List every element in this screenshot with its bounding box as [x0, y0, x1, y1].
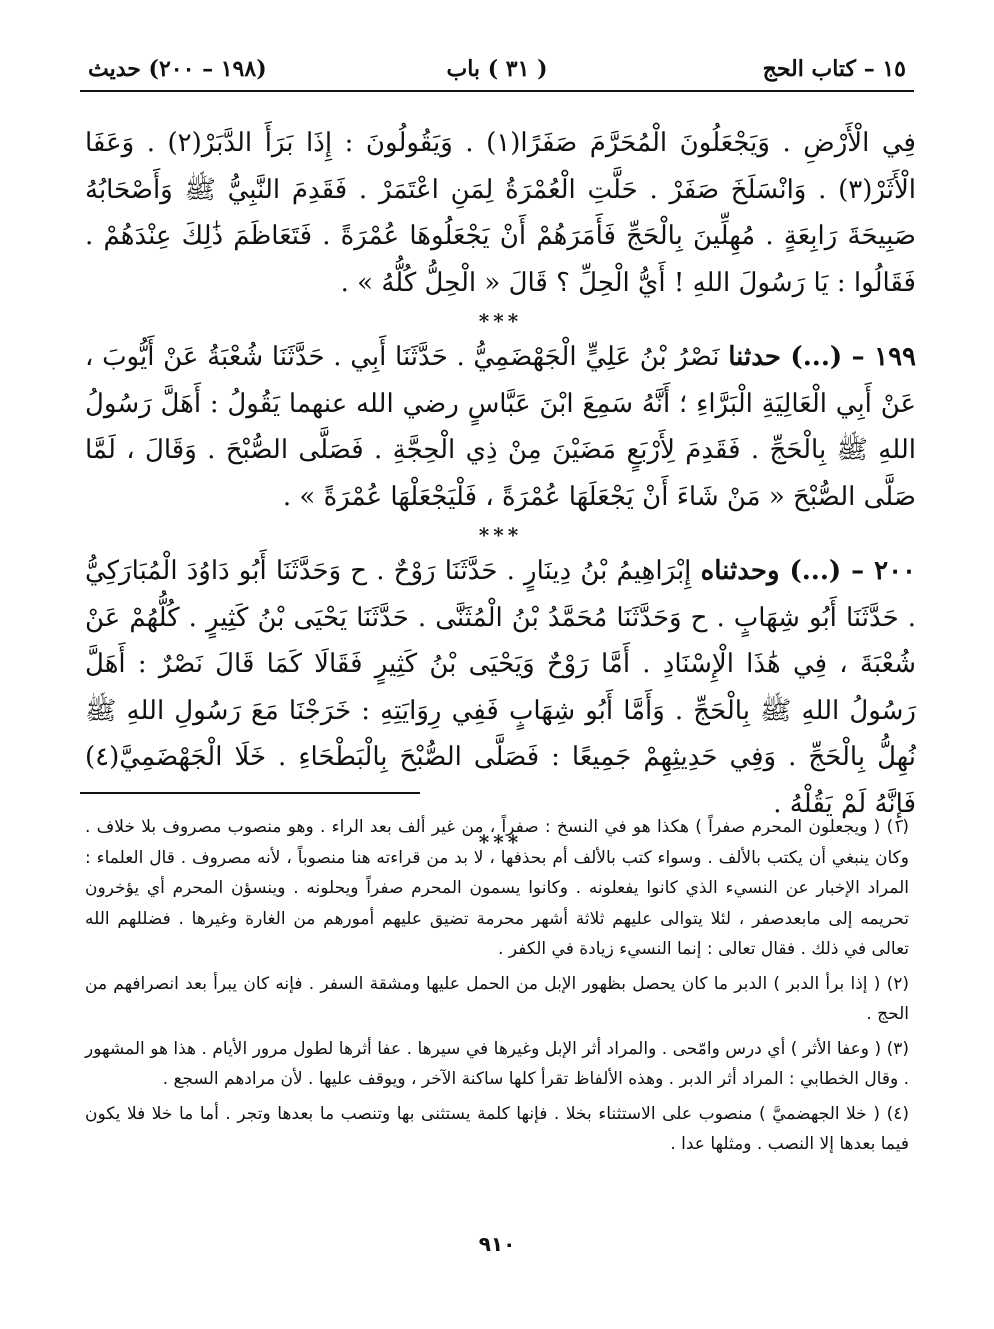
- footnote-4: (٤) ( خلا الجهضميَّ ) منصوب على الاستثناء بخلا . فإنها كلمة يستثنى بها وتنصب ما بعدها وتجر . أما ما خلا فلا يكون فيما بعدها إلا النصب . ومثلها عدا .: [85, 1103, 909, 1154]
- page-number: ٩١٠: [478, 1232, 516, 1256]
- header-book-title: ١٥ – كتاب الحج: [762, 56, 906, 82]
- separator-stars: ***: [478, 309, 523, 333]
- hadith-200: [85, 548, 916, 827]
- hadith-199: [85, 334, 916, 520]
- footnote-3: (٣) ( وعفا الأثر ) أي درس وامّحى . والمراد أثر الإبل وغيرها في سيرها . عفا أثرها لطول مرور الأيام . هذا هو المشهور . وقال الخطابي : المراد أثر الدبر . وهذه الألفاظ تقرأ كلها ساكنة الآخر ، ويوقف عليها . لأن مرادهم السجع .: [85, 1038, 909, 1089]
- hadith-200-heading: ٢٠٠ – (...) وحدثناه: [700, 556, 917, 586]
- header-chapter: ( ٣١ ) باب: [446, 56, 548, 82]
- footnotes: [85, 812, 909, 1164]
- paragraph-198-continuation: فِي الْأَرْضِ . وَيَجْعَلُونَ الْمُحَرَّمَ صَفَرًا(١) . وَيَقُولُونَ : إِذَا بَرَأَ الدَّبَرْ(٢) . وَعَفَا الْأَثَرْ(٣) . وَانْسَلَخَ صَفَرْ . حَلَّتِ الْعُمْرَةُ لِمَنِ اعْتَمَرْ . فَقَدِمَ النَّبِيُّ ﷺ وَأَصْحَابُهُ صَبِيحَةَ رَابِعَةٍ . مُهِلِّينَ بِالْحَجِّ فَأَمَرَهُمْ أَنْ يَجْعَلُوهَا عُمْرَةً . فَتَعَاظَمَ ذَٰلِكَ عِنْدَهُمْ . فَقَالُوا : يَا رَسُولَ اللهِ ! أَيُّ الْحِلِّ ؟ قَالَ « الْحِلُّ كُلُّهُ » .: [85, 128, 916, 298]
- main-text: [85, 120, 916, 855]
- hadith-199-text: نَصْرُ بْنُ عَلِيٍّ الْجَهْضَمِيُّ . حَدَّثَنَا أَبِي . حَدَّثَنَا شُعْبَةُ عَنْ أَيُّوبَ ، عَنْ أَبِي الْعَالِيَةِ الْبَرَّاءِ ؛ أَنَّهُ سَمِعَ ابْنَ عَبَّاسٍ رضي الله عنهما يَقُولُ : أَهَلَّ رَسُولُ اللهِ ﷺ بِالْحَجِّ . فَقَدِمَ لِأَرْبَعٍ مَضَيْنَ مِنْ ذِي الْحِجَّةِ . فَصَلَّى الصُّبْحَ . وَقَالَ ، لَمَّا صَلَّى الصُّبْحَ « مَنْ شَاءَ أَنْ يَجْعَلَهَا عُمْرَةً ، فَلْيَجْعَلْهَا عُمْرَةً » .: [85, 342, 916, 512]
- hadith-200-text: إِبْرَاهِيمُ بْنُ دِينَارٍ . حَدَّثَنَا رَوْحٌ . ح وَحَدَّثَنَا أَبُو دَاوُدَ الْمُبَارَكِيُّ . حَدَّثَنَا أَبُو شِهَابٍ . ح وَحَدَّثَنَا مُحَمَّدُ بْنُ الْمُثَنَّى . حَدَّثَنَا يَحْيَى بْنُ كَثِيرٍ . كُلُّهُمْ عَنْ شُعْبَةَ ، فِي هَٰذَا الْإِسْنَادِ . أَمَّا رَوْحٌ وَيَحْيَى بْنُ كَثِيرٍ فَقَالَا كَمَا قَالَ نَصْرٌ : أَهَلَّ رَسُولُ اللهِ ﷺ بِالْحَجِّ . وَأَمَّا أَبُو شِهَابٍ فَفِي رِوَايَتِهِ : خَرَجْنَا مَعَ رَسُولِ اللهِ ﷺ نُهِلُّ بِالْحَجِّ . وَفِي حَدِيثِهِمْ جَمِيعًا : فَصَلَّى الصُّبْحَ بِالْبَطْحَاءِ . خَلَا الْجَهْضَمِيَّ(٤) فَإِنَّهُ لَمْ يَقُلْهُ .: [85, 556, 916, 819]
- footnote-divider: [80, 792, 420, 794]
- header-hadith-range: (١٩٨ – ٢٠٠) حديث: [88, 56, 267, 82]
- separator-stars: ***: [478, 830, 523, 854]
- page-header: [80, 50, 914, 92]
- footnote-2: (٢) ( إذا برأ الدبر ) الدبر ما كان يحصل بظهور الإبل من الحمل عليها ومشقة السفر . فإنه كان يبرأ بعد انصرافهم من الحج .: [85, 973, 909, 1024]
- footnote-1: (١) ( ويجعلون المحرم صفراً ) هكذا هو في النسخ : صفراً ، من غير ألف بعد الراء . وهو منصوب مصروف بلا خلاف . وكان ينبغي أن يكتب بالألف . وسواء كتب بالألف أم بحذفها ، لا بد من قراءته هنا منصوباً ، لأنه مصروف . قال العلماء : المراد الإخبار عن النسيء الذي كانوا يفعلونه . وكانوا يسمون المحرم صفراً ويحلونه . وينسؤن المحرم أي يؤخرون تحريمه إلى مابعدصفر ، لئلا يتوالى عليهم ثلاثة أشهر محرمة تضيق عليهم أمورهم من الغارة وغيرها . فضللهم الله تعالى في ذلك . فقال تعالى : إنما النسيء زيادة في الكفر .: [85, 817, 909, 959]
- hadith-199-heading: ١٩٩ – (...) حدثنا: [728, 342, 917, 372]
- separator-stars: ***: [478, 523, 523, 547]
